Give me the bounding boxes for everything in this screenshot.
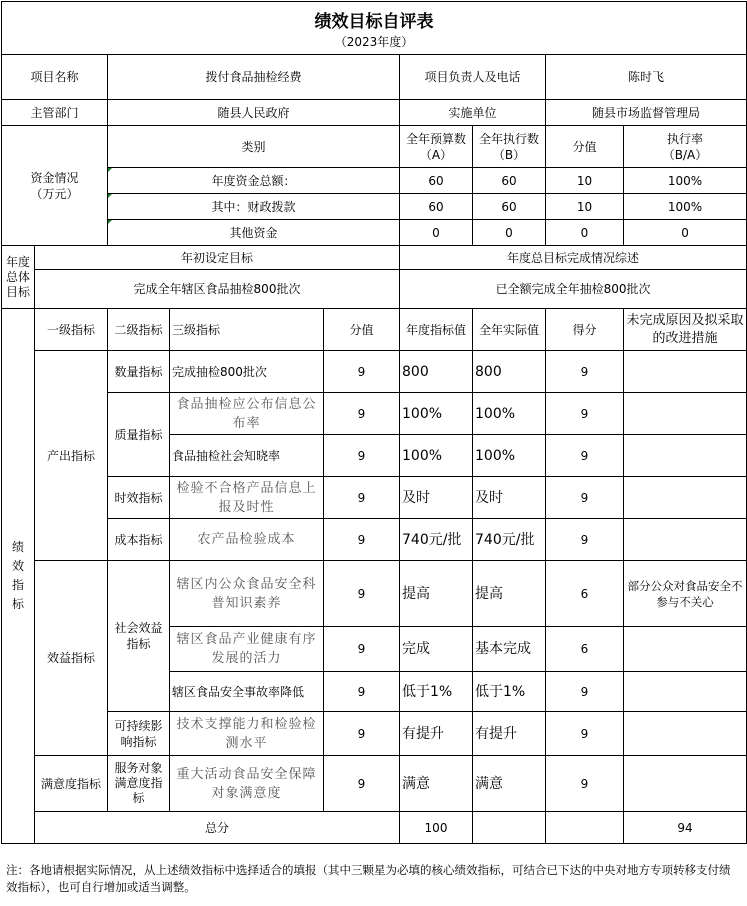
subgroup-cost: 成本指标 [108, 519, 170, 561]
indicator-actual: 及时 [473, 477, 546, 519]
indicator-score-value: 9 [324, 519, 400, 561]
funds-row-budget: 0 [400, 220, 473, 246]
funds-row-executed: 0 [473, 220, 546, 246]
group-satisfaction: 满意度指标 [35, 756, 108, 812]
indicator-score-value: 9 [324, 561, 400, 627]
indicator-actual: 100% [473, 435, 546, 477]
funds-header-score-value: 分值 [546, 126, 624, 168]
indicator-target: 满意 [400, 756, 473, 812]
indicator-score-value: 9 [324, 627, 400, 672]
indicator-name: 辖区食品安全事故率降低 [170, 672, 324, 712]
unit-value: 随县市场监督管理局 [546, 100, 747, 126]
indicator-target: 800 [400, 351, 473, 393]
indicator-actual: 800 [473, 351, 546, 393]
total-label: 总分 [35, 812, 400, 844]
indicator-score: 9 [546, 672, 624, 712]
indicator-score-value: 9 [324, 756, 400, 812]
funds-label: 资金情况 （万元） [2, 126, 108, 246]
indicator-actual: 有提升 [473, 712, 546, 756]
indicator-name: 技术支撑能力和检验检测水平 [170, 712, 324, 756]
indicator-score: 9 [546, 519, 624, 561]
indicator-score-value: 9 [324, 672, 400, 712]
indicator-target: 740元/批 [400, 519, 473, 561]
indicator-reason: 部分公众对食品安全不参与不关心 [624, 561, 747, 627]
indicator-target: 及时 [400, 477, 473, 519]
total-blank [546, 812, 624, 844]
funds-row-category: 年度资金总额： [108, 168, 400, 194]
indicator-reason [624, 756, 747, 812]
indicator-reason [624, 672, 747, 712]
funds-row-executed: 60 [473, 168, 546, 194]
ind-header-level2: 二级指标 [108, 309, 170, 351]
indicator-name: 食品抽检社会知晓率 [170, 435, 324, 477]
indicator-actual: 740元/批 [473, 519, 546, 561]
project-name: 拨付食品抽检经费 [108, 55, 400, 100]
indicator-target: 完成 [400, 627, 473, 672]
ind-header-target: 年度指标值 [400, 309, 473, 351]
goals-initial-header: 年初设定目标 [35, 246, 400, 270]
funds-header-rate: 执行率 （B/A） [624, 126, 747, 168]
indicator-score-value: 9 [324, 712, 400, 756]
indicator-score: 9 [546, 477, 624, 519]
subgroup-quantity: 数量指标 [108, 351, 170, 393]
funds-header-executed: 全年执行数 （B） [473, 126, 546, 168]
funds-row-score-value: 0 [546, 220, 624, 246]
indicator-reason [624, 351, 747, 393]
indicator-score: 9 [546, 351, 624, 393]
indicator-actual: 提高 [473, 561, 546, 627]
indicator-reason [624, 477, 747, 519]
ind-header-reason: 未完成原因及拟采取的改进措施 [624, 309, 747, 351]
unit-label: 实施单位 [400, 100, 546, 126]
footnote: 注：各地请根据实际情况，从上述绩效指标中选择适合的填报（其中三颗星为必填的核心绩效指标，可结合已下达的中央对地方专项转移支付绩效指标），也可自行增加或适当调整。 [6, 863, 731, 894]
indicator-name: 农产品检验成本 [170, 519, 324, 561]
page-title: 绩效目标自评表 [314, 11, 434, 32]
indicator-name: 辖区内公众食品安全科普知识素养 [170, 561, 324, 627]
funds-row-executed: 60 [473, 194, 546, 220]
indicator-reason [624, 435, 747, 477]
indicator-target: 100% [400, 435, 473, 477]
title-cell [2, 2, 747, 55]
indicator-actual: 100% [473, 393, 546, 435]
funds-row-rate: 100% [624, 168, 747, 194]
funds-row-score-value: 10 [546, 194, 624, 220]
subgroup-social: 社会效益 指标 [108, 561, 170, 712]
indicator-reason [624, 712, 747, 756]
subgroup-timeliness: 时效指标 [108, 477, 170, 519]
ind-header-actual: 全年实际值 [473, 309, 546, 351]
funds-row-rate: 0 [624, 220, 747, 246]
project-owner: 陈时飞 [546, 55, 747, 100]
funds-row-category: 其中：财政拨款 [108, 194, 400, 220]
funds-row-category: 其他资金 [108, 220, 400, 246]
subgroup-service: 服务对象 满意度指 标 [108, 756, 170, 812]
indicator-score-value: 9 [324, 351, 400, 393]
funds-header-budget: 全年预算数 （A） [400, 126, 473, 168]
indicator-name: 完成抽检800批次 [170, 351, 324, 393]
ind-header-level1: 一级指标 [35, 309, 108, 351]
project-owner-label: 项目负责人及电话 [400, 55, 546, 100]
indicator-target: 提高 [400, 561, 473, 627]
total-score: 94 [624, 812, 747, 844]
indicator-score: 9 [546, 756, 624, 812]
indicator-score: 9 [546, 712, 624, 756]
funds-row-rate: 100% [624, 194, 747, 220]
indicator-target: 100% [400, 393, 473, 435]
indicator-reason [624, 393, 747, 435]
indicator-score: 6 [546, 561, 624, 627]
indicator-target: 低于1% [400, 672, 473, 712]
subgroup-quality: 质量指标 [108, 393, 170, 477]
indicator-name: 食品抽检应公布信息公布率 [170, 393, 324, 435]
goals-initial: 完成全年辖区食品抽检800批次 [35, 270, 400, 309]
goals-summary-header: 年度总目标完成情况综述 [400, 246, 747, 270]
funds-row-budget: 60 [400, 168, 473, 194]
indicator-actual: 低于1% [473, 672, 546, 712]
indicator-score-value: 9 [324, 393, 400, 435]
indicator-name: 辖区食品产业健康有序发展的活力 [170, 627, 324, 672]
indicator-score: 6 [546, 627, 624, 672]
ind-header-score-value: 分值 [324, 309, 400, 351]
indicator-reason [624, 627, 747, 672]
indicators-label: 绩 效 指 标 [2, 309, 35, 844]
indicator-target: 有提升 [400, 712, 473, 756]
performance-table [1, 1, 747, 844]
dept-value: 随县人民政府 [108, 100, 400, 126]
goals-summary: 已全额完成全年抽检800批次 [400, 270, 747, 309]
dept-label: 主管部门 [2, 100, 108, 126]
indicator-score-value: 9 [324, 435, 400, 477]
goals-label: 年度 总体 目标 [2, 246, 35, 309]
indicator-actual: 满意 [473, 756, 546, 812]
indicator-reason [624, 519, 747, 561]
ind-header-score: 得分 [546, 309, 624, 351]
funds-row-budget: 60 [400, 194, 473, 220]
funds-row-score-value: 10 [546, 168, 624, 194]
indicator-actual: 基本完成 [473, 627, 546, 672]
total-blank [473, 812, 546, 844]
total-score-value: 100 [400, 812, 473, 844]
indicator-score-value: 9 [324, 477, 400, 519]
year-subtitle: （2023年度） [334, 34, 414, 49]
funds-header-category: 类别 [108, 126, 400, 168]
indicator-score: 9 [546, 393, 624, 435]
indicator-name: 重大活动食品安全保障对象满意度 [170, 756, 324, 812]
project-name-label: 项目名称 [2, 55, 108, 100]
group-benefit: 效益指标 [35, 561, 108, 756]
indicator-name: 检验不合格产品信息上报及时性 [170, 477, 324, 519]
ind-header-level3: 三级指标 [170, 309, 324, 351]
indicator-score: 9 [546, 435, 624, 477]
subgroup-sustain: 可持续影 响指标 [108, 712, 170, 756]
group-output: 产出指标 [35, 351, 108, 561]
